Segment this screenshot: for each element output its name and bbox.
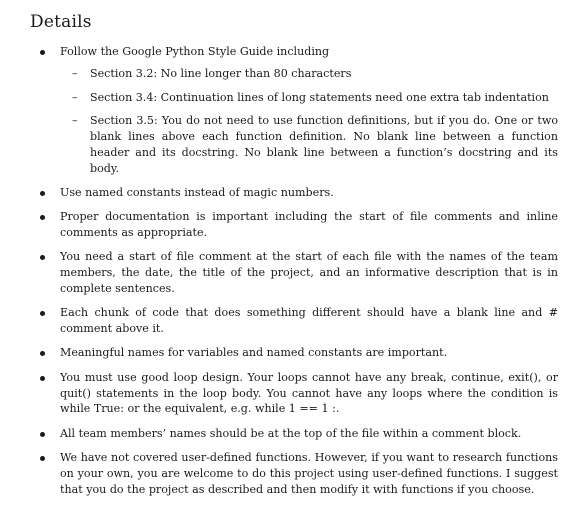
list-item-start-of-file-comment	[38, 249, 558, 296]
list-item-text: Each chunk of code that does something different should have a blank line and # comment above it.	[60, 306, 558, 336]
list-item-team-names	[38, 426, 558, 442]
list-item-user-defined-functions	[38, 450, 558, 497]
list-item-meaningful-names	[38, 345, 558, 361]
list-item-text: Proper documentation is important including the start of file comments and inline comments as appropriate.	[60, 210, 558, 240]
list-item-text: Use named constants instead of magic numbers.	[60, 186, 334, 200]
list-item-text: You must use good loop design. Your loops cannot have any break, continue, exit(), or quit() statements in the loop body. You cannot have any loops where the condition is while True: or the equivalent, e.g. while 1 == 1 :.	[60, 370, 558, 416]
style-guide-sublist	[60, 66, 558, 177]
list-item-text: We have not covered user-defined functions. However, if you want to research functions on your own, you are welcome to do this project using user-defined functions. I suggest that you do the project as described and then modify it with functions if you choose.	[60, 450, 558, 496]
requirements-list	[38, 44, 558, 506]
list-item-style-guide	[38, 44, 558, 177]
list-item-loop-design	[38, 370, 558, 417]
list-item-documentation	[38, 209, 558, 241]
section-heading: Details	[30, 12, 92, 32]
sublist-item-section-3-5	[60, 113, 558, 176]
list-item-text: Follow the Google Python Style Guide including	[60, 45, 330, 58]
sublist-item-text: – Section 3.5: You do not need to use function definitions, but if you do. One or two blank lines above each function definition. No blank line between a function header and its docstring. No blank line between a function’s docstring and its body.	[90, 114, 558, 175]
sublist-item-section-3-2	[60, 66, 558, 82]
sublist-item-text: – Section 3.2: No line longer than 80 characters	[90, 66, 352, 80]
sublist-item-text: – Section 3.4: Continuation lines of long statements need one extra tab indentation	[90, 90, 549, 104]
list-item-code-chunks	[38, 305, 558, 337]
list-item-text: Meaningful names for variables and named constants are important.	[60, 346, 448, 360]
list-item-text: You need a start of file comment at the start of each file with the names of the team members, the date, the title of the project, and an informative description that is in complete sentences.	[60, 250, 558, 296]
list-item-text: All team members’ names should be at the top of the file within a comment block.	[60, 426, 522, 440]
sublist-item-section-3-4	[60, 90, 558, 106]
list-item-named-constants	[38, 185, 558, 201]
